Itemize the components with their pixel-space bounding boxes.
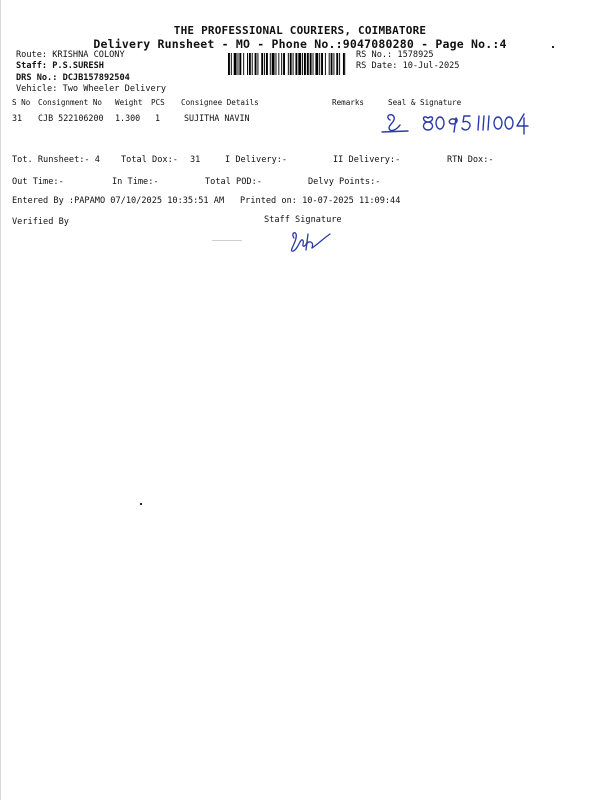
drs-number: DRS No.: DCJB157892504 — [16, 73, 130, 83]
faint-line — [212, 240, 242, 241]
barcode-bar — [325, 53, 326, 75]
barcode-bar — [266, 53, 268, 75]
col-header-pcs: PCS — [151, 98, 165, 107]
out-time: Out Time:- — [12, 177, 64, 187]
barcode-bar — [331, 53, 333, 75]
row-weight: 1.300 — [115, 113, 141, 123]
delvy-points: Delvy Points:- — [308, 177, 381, 187]
document-subtitle: Delivery Runsheet - MO - Phone No.:9047080280 - Page No.:4 — [93, 37, 507, 51]
rs-date: RS Date: 10-Jul-2025 — [356, 61, 460, 71]
speck — [140, 503, 142, 505]
barcode-bar — [247, 53, 248, 75]
barcode-bar — [228, 53, 230, 75]
barcode-bar — [243, 53, 244, 75]
barcode-bar — [321, 53, 323, 75]
col-header-remarks: Remarks — [332, 98, 365, 107]
route-label: Route: KRISHNA COLONY — [16, 50, 125, 60]
barcode-bar — [252, 53, 253, 75]
barcode-bar — [239, 53, 241, 75]
barcode-bar — [270, 53, 271, 75]
recipient-signature — [378, 108, 538, 136]
barcode-bar — [315, 53, 318, 75]
rs-number: RS No.: 1578925 — [356, 50, 434, 60]
barcode-bar — [264, 53, 265, 75]
vehicle-label: Vehicle: Two Wheeler Delivery — [16, 84, 167, 94]
col-header-consignee: Consignee Details — [181, 98, 259, 107]
verified-by: Verified By — [12, 217, 69, 227]
row-consignment-no: CJB 522106200 — [38, 113, 104, 123]
barcode-bar — [307, 53, 309, 75]
i-delivery: I Delivery:- — [225, 155, 288, 165]
barcode-image — [228, 53, 346, 75]
barcode-bar — [310, 53, 312, 75]
col-header-consignment: Consignment No — [38, 98, 103, 107]
barcode-bar — [261, 53, 263, 75]
barcode-bar — [249, 53, 251, 75]
document-title: THE PROFESSIONAL COURIERS, COIMBATORE — [173, 24, 427, 37]
ii-delivery: II Delivery:- — [333, 155, 401, 165]
staff-signature-label: Staff Signature — [264, 215, 342, 225]
col-header-sno: S No — [12, 98, 31, 107]
barcode-bar — [336, 53, 338, 75]
speck — [552, 46, 554, 48]
barcode-bar — [272, 53, 275, 75]
staff-label: Staff: P.S.SURESH — [16, 61, 104, 71]
barcode-bar — [290, 53, 292, 75]
col-header-weight: Weight — [115, 98, 143, 107]
barcode-bar — [238, 53, 239, 75]
printed-on: Printed on: 10-07-2025 11:09:44 — [240, 196, 401, 206]
barcode-bar — [276, 53, 277, 75]
barcode-bar — [313, 53, 314, 75]
total-dox-label: Total Dox:- — [121, 155, 178, 165]
staff-signature-scribble — [286, 228, 332, 254]
total-dox-value: 31 — [190, 155, 201, 165]
barcode-bar — [255, 53, 257, 75]
barcode-bar — [278, 53, 279, 75]
barcode-bar — [281, 53, 282, 75]
barcode-bar — [288, 53, 289, 75]
barcode-bar — [231, 53, 232, 75]
barcode-bar — [304, 53, 306, 75]
barcode-bar — [283, 53, 285, 75]
barcode-bar — [329, 53, 330, 75]
barcode-bar — [295, 53, 297, 75]
barcode-bar — [293, 53, 294, 75]
total-runsheet: Tot. Runsheet:- 4 — [12, 155, 100, 165]
total-pod: Total POD:- — [205, 177, 262, 187]
in-time: In Time:- — [112, 177, 159, 187]
col-header-seal-signature: Seal & Signature — [388, 98, 462, 107]
row-pcs: 1 — [155, 113, 161, 123]
barcode-bar — [319, 53, 320, 75]
row-sno: 31 — [12, 113, 23, 123]
row-consignee: SUJITHA NAVIN — [184, 113, 250, 123]
barcode-bar — [234, 53, 237, 75]
barcode-bar — [343, 53, 345, 75]
barcode-bar — [298, 53, 301, 75]
barcode-bar — [302, 53, 303, 75]
rtn-dox: RTN Dox:- — [447, 155, 494, 165]
barcode-bar — [333, 53, 334, 75]
barcode-bar — [339, 53, 340, 75]
barcode-bar — [257, 53, 258, 75]
scan-edge — [0, 0, 1, 800]
entered-by: Entered By :PAPAMO 07/10/2025 10:35:51 AM — [12, 196, 225, 206]
